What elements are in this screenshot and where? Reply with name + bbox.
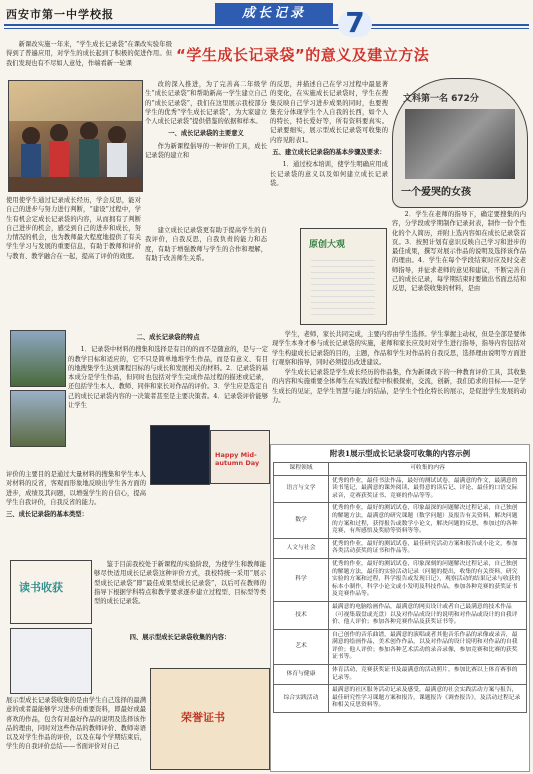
column-3-top [270,80,388,230]
mid-autumn-text: Happy Mid-autumn Day [215,451,260,467]
section-5-body [272,330,526,442]
creative-card-photo [300,228,387,325]
section-5-text-b-lead: 2．学生在老师的指导下，确定要搜集的内容，分学段或学期制作记录封表，制作一份个性化的个人简历，并附上选内容如在成长记录袋首页。3．按照计划有意识反映自己学习和进步的最佳成果，撰写对展示作品的说明及选择该作品的理由。4．学生在每个学段结束时应及时交老师指导，并征求老师的意见和建议，不断完善自己的成长记录，每学期结束时要做出书面总结和反思，记录袋收集的材料，是由 [392,211,526,293]
section-3-text: 鉴于目前我校处于新课程的实验阶段，为使学生和教师能够尽快适用成长记录袋这种评价方式，我校特统一采用“展示型成长记录袋”即“最佳成果型成长记录袋”，以后可在教师的指导下根据学科特点和教学要求逐步建立过程型、目标型等类型的成长记录袋。 [94,561,266,606]
col1-mid-text: 使用使学生通过记录成长经历，学会反思，能对自己的进步与努力进行判断，“建设”过程中，学生有机会定成长记录袋的内容，从而拥有了判断自己进步的机会，感受到自己的进步和成长，努力情况的机会，也为教师最大程度地提供了有关学生学习与发展的重要信息，有助于教师和评价与教育、教学融合在一起，提高了评价的效度。 [6,197,141,260]
intro-paragraph [6,40,172,78]
table-cell-content: 优秀的作业，最好的测试试卷，最佳研究活动方案和报告或小论文，参加各类活动获奖的证书和作品等。 [329,538,527,558]
section-1-heading: 一、成长记录袋的主要意义 [168,130,244,138]
card-lines [311,257,375,315]
book-portrait [405,109,515,179]
table-row [274,558,527,601]
column-2-mid [145,226,267,326]
table-cell-content: 优秀的作业，最佳书法作品，最好的测试试卷，最满意的作文，最满意的读书笔记，最满意的课外阅读、最得意的读后记、评论、最佳的口语交际录音，竞赛获奖证书、竞赛的作品等等。 [329,475,527,503]
section-2-text: 1．记录袋中材料的搜集和选择是有目的的而不是随意的，是与一定的教学目标和适应的，它不只是简单地堆学生作品，而是有意义、有目的地搜集学生达到课程目标的与成长和发展相关的材料。2．记录袋的基本成分是学生作品，但同时也包括对学生完成作品过程的描述或记录，还包括学生本人、教师、同伴和家长对作品的评价。3．学生应是选定自己的成长记录袋内容的一决策者甚至是主要决策者。4．记录袋评价能够让学生 [68,346,268,410]
classroom-photo-art [9,81,142,191]
section-3 [94,560,266,630]
col1-low-text: 评价的主要目的是通过大量材料的搜集和学生本人对材料的反省，客观而形象地反映出学生各方面的进步，成绩及其问题，以增强学生的自信心，提高学生自我评价，自我反省的能力。 [6,471,146,506]
classroom-photo [8,80,143,192]
reading-harvest-text: 读书收获 [19,581,63,594]
table-row [274,503,527,538]
table-row [274,538,527,558]
page-number: 7 [345,6,365,39]
creative-card-text: 原创大观 [309,240,346,250]
table-cell-content: 优秀的作业，最好的测试试卷，印象深刻的问题解决过程记录，自己独创的解题方法，最佳的实验活动记录（问题的提出，收集的有关资料，研究实验的方案和过程，科学报告或发现日记），观察活动的结果记录与收获的标本小制作，科学小论文或小发明及科技作品，参加各种竞赛的获奖证书及竞赛作品等。 [329,558,527,601]
section-3-heading: 三、成长记录袋的基本类型： [6,511,88,519]
table-cell-domain: 综合实践活动 [274,685,329,713]
table-cell-domain: 艺术 [274,629,329,664]
content-table [273,462,527,713]
article-title: “学生成长记录袋”的意义及建立方法 [176,46,430,64]
book-caption: 文科第一名 672分 [403,94,479,104]
night-photo [150,425,210,485]
intro-text: 新课改实施一年来，“学生成长记录袋”在课改实验年级得到了普遍应用，对学生的成长起到了积极的促进作用。但我们发现也有不尽如人意处，作端看新一轮课 [6,41,172,67]
table-cell-content: 优秀的作业，最好的测试试卷，印象最深的问题解决过程记录，自己独创的解题方法，最满意的研究课题（数学问题）及报告有关资料，解决问题的方案和过程，获得报告或数学小论文，解决问题的反思，参加过的各种竞赛，有所感悟及奖励等资料等等。 [329,503,527,538]
table-row [274,665,527,685]
table-cell-content: 最满意的社区服务活动记录及感受，最满意的社会实践活动方案与报告，最佳研究性学习课题方案和报告，课题报告《调查报告》，及活动过程记录和相关反思资料等。 [329,685,527,713]
table-cell-domain: 体育与健康 [274,665,329,685]
book-cover-photo [392,78,528,208]
table-title: 附表1展示型成长记录袋可收集的内容示例 [329,449,471,458]
student-work-photo [10,628,92,694]
header-rule-thin [4,28,529,29]
section-1-text-b: 建立成长记录袋更有助于提高学生的自我评价，自我反思，自我负责的能力和态度，有助于增强教师与学生的合作和理解，有助于改善师生关系。 [145,227,267,262]
table-cell-content: 体育活动，竞赛获奖证书及最满意的活动照片，参加比赛以上体育赛事的记录等。 [329,665,527,685]
table-header-content: 可收集的内容 [329,463,527,476]
section-1-text-a: 作为新课程倡导的一种评价工具，成长记录袋的建立和 [145,142,267,160]
section-4-text: 展示型成长记录袋收集的是由学生自己选择的最满意的或者最能够学习进步的重要资料，即最好或最喜欢的作品，包含有对最好作品的说明及选择该作品的理由，同时对这些作品的教师评价、教师寄语以及对学生作品的评价，以及在每个学期结束后，学生的自我评价总结——书面评价对自己 [6,697,146,751]
honor-certificate-photo [150,668,270,770]
book-title: 一个爱哭的女孩 [401,187,471,198]
table-cell-domain: 科学 [274,558,329,601]
reading-harvest-card [10,560,92,624]
section-5-text-d: 学生成长记录袋是学生成长经历的作品集，作为新课改下的一种教育评价工具，其收集的内容和实施重要全体师生在实践过程中积极探索，交流，创新，我们追求的目标——是学生成长的见证，是学生智慧与能力的结晶，是学生个性化特长的展示，是促进学生发展的动力。 [272,369,526,405]
table-cell-domain: 语言与文学 [274,475,329,503]
col2-top-text: 改的深入推进，为了完善高二年级学生“成长记录袋”和帮助新高一学生建立自己的“成长记录袋”，我们在这里展示我校部分学生的优秀“学生成长记录袋”，为大家建立个人成长记录袋”提供借鉴的依据和样本。 [145,81,267,126]
mid-autumn-card [210,430,270,484]
table-row [274,685,527,713]
col3-top-text: 的反思，并描述自己在学习过程中最显著的变化，在实施成长记录袋时，学生在搜集反映自己学习进步成果的同时，也要搜集充分体现学生个人自我的长西，如个人的特长，特长爱好等，所有资料要真实。记录要细实，展示型成长记录袋可收集的内容见附表1。 [270,81,388,144]
table-row [274,629,527,664]
section-4-heading: 四、展示型成长记录袋收集的内容： [129,634,231,641]
table-row [274,475,527,503]
column-2-top [145,80,267,223]
section-2-heading: 二、成长记录袋的特点 [136,334,200,341]
section-4-head [94,630,266,672]
table-header-row [274,463,527,476]
column-4-step2 [392,210,526,293]
students-photo-2 [10,390,66,447]
table-cell-domain: 数学 [274,503,329,538]
section-5-text-a: 1．通过校本培训，使学生明确应用成长记录袋的意义以及如何建立成长记录袋。 [270,161,388,187]
newspaper-name: 西安市第一中学校报 [6,8,114,21]
section-5-heading: 五、建立成长记录袋的基本步骤及要求： [272,149,386,157]
table-row [274,601,527,629]
column-1-mid [6,196,141,331]
certificate-text: 荣誉证书 [181,711,225,724]
table-cell-domain: 人文与社会 [274,538,329,558]
table-cell-domain: 技术 [274,601,329,629]
section-5-text-c: 学生，老师，家长共同完成，主要内容由学生选择。学生掌握主动权，但是全部是要体现学生本身才参与成长记录袋的实施，老师和家长应及时对学生进行指导，指导内容包括对学生构建成长记录袋的目的，主题，作品和学生对作品的自我反思，选择理由说明等方面进行观察和指导，同时必须提出改进建议。 [272,331,526,366]
students-photo-1 [10,330,66,387]
section-banner: 成长记录 [215,3,333,25]
table-cell-content: 最满意的电脑绘画作品，最满意的网页设计或者自己最满意的技术作品（可视集载盘或光盘）以及对作品成设计的说明和对作品或设计的自我评价、他人评价；参加各种竞赛作品及获奖证书等。 [329,601,527,629]
section-4 [6,696,146,771]
table-cell-content: 自己创作的音乐曲谱，最满意的演唱或者其他音乐作品的录像或录音，最满意的绘画作品，美术创作作品，以及对作品的设计说明和对作品的自我评价；他人评价；参加各种艺术活动的录音录像，参加竞赛和比赛的获奖证书等。 [329,629,527,664]
appendix-table-frame [270,444,530,772]
table-header-domain: 课程领域 [274,463,329,476]
